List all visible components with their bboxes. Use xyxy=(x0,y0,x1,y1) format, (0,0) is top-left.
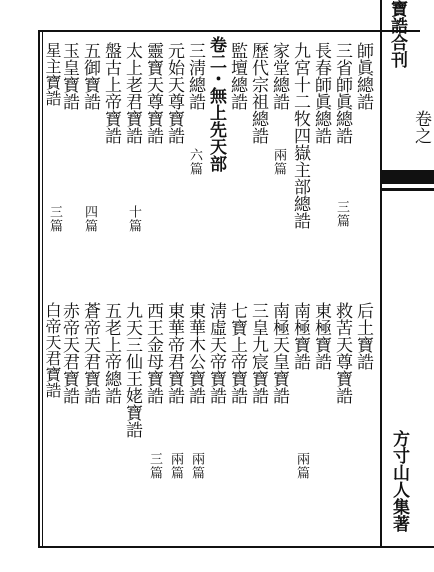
col-main: 淸虛天帝寶誥 xyxy=(206,302,226,404)
col-main: 西王金母寶誥 xyxy=(143,302,163,404)
col-main: 后土寶誥 xyxy=(353,302,373,370)
col-main: 盤古上帝寶誥 xyxy=(101,42,121,144)
col-main: 東華木公寶誥 xyxy=(185,302,205,404)
col-note: 兩篇 xyxy=(189,452,204,480)
col-note: 兩篇 xyxy=(168,452,183,480)
col-note: 三篇 xyxy=(334,200,349,228)
col-main: 東極寶誥 xyxy=(311,302,331,370)
col-main: 家堂總誥 xyxy=(269,42,289,110)
frame-left-rule xyxy=(38,30,40,548)
margin-publisher: 方寸山人集著 xyxy=(389,430,409,532)
col-main: 東華帝君寶誥 xyxy=(164,302,184,404)
col-main: 三淸總誥 xyxy=(185,42,205,110)
col-main: 五御寶誥 xyxy=(80,42,100,110)
col-note: 十篇 xyxy=(126,205,141,233)
frame-top-rule xyxy=(38,30,420,32)
col-main: 九天三仙王姥寶誥 xyxy=(122,302,142,438)
col-note: 兩篇 xyxy=(271,148,286,176)
col-note: 三篇 xyxy=(147,452,162,480)
col-main: 五老上帝總誥 xyxy=(101,302,121,404)
fishtail-tab xyxy=(382,170,434,184)
col-main: 星主寶誥 xyxy=(43,42,62,106)
frame-left-inner-rule xyxy=(42,30,43,548)
col-note: 兩篇 xyxy=(294,452,309,480)
col-main: 赤帝天君寶誥 xyxy=(59,302,79,404)
col-main: 靈寶天尊寶誥 xyxy=(143,42,163,144)
col-main: 救苦天尊寶誥 xyxy=(332,302,352,404)
col-main: 玉皇寶誥 xyxy=(59,42,79,110)
col-main: 南極寶誥 xyxy=(290,302,310,370)
fishtail-tab-lower xyxy=(382,188,434,191)
col-main: 九宮十二牧四嶽主部總誥 xyxy=(290,42,310,229)
col-main: 師眞總誥 xyxy=(353,42,373,110)
col-main: 歷代宗祖總誥 xyxy=(248,42,268,144)
col-main: 長春師眞總誥 xyxy=(311,42,331,144)
col-main: 白帝天君寶誥 xyxy=(43,302,62,398)
margin-title: 寶誥合刊 xyxy=(387,0,407,68)
col-main: 太上老君寶誥 xyxy=(122,42,142,144)
col-main: 南極天皇寶誥 xyxy=(269,302,289,404)
volume-heading: 卷二・無上先天部 xyxy=(206,36,226,172)
margin-title-right: 卷之 xyxy=(411,110,431,144)
col-note: 三篇 xyxy=(47,205,62,233)
frame-bottom-rule xyxy=(38,546,434,548)
col-main: 三皇九宸寶誥 xyxy=(248,302,268,404)
col-main: 三省師眞總誥 xyxy=(332,42,352,144)
margin-divider-rule xyxy=(380,0,382,548)
col-note: 四篇 xyxy=(82,205,97,233)
col-note: 六篇 xyxy=(187,148,202,176)
col-main: 元始天尊寶誥 xyxy=(164,42,184,144)
col-main: 七寶上帝寶誥 xyxy=(227,302,247,404)
col-main: 蒼帝天君寶誥 xyxy=(80,302,100,404)
col-main: 監壇總誥 xyxy=(227,42,247,110)
